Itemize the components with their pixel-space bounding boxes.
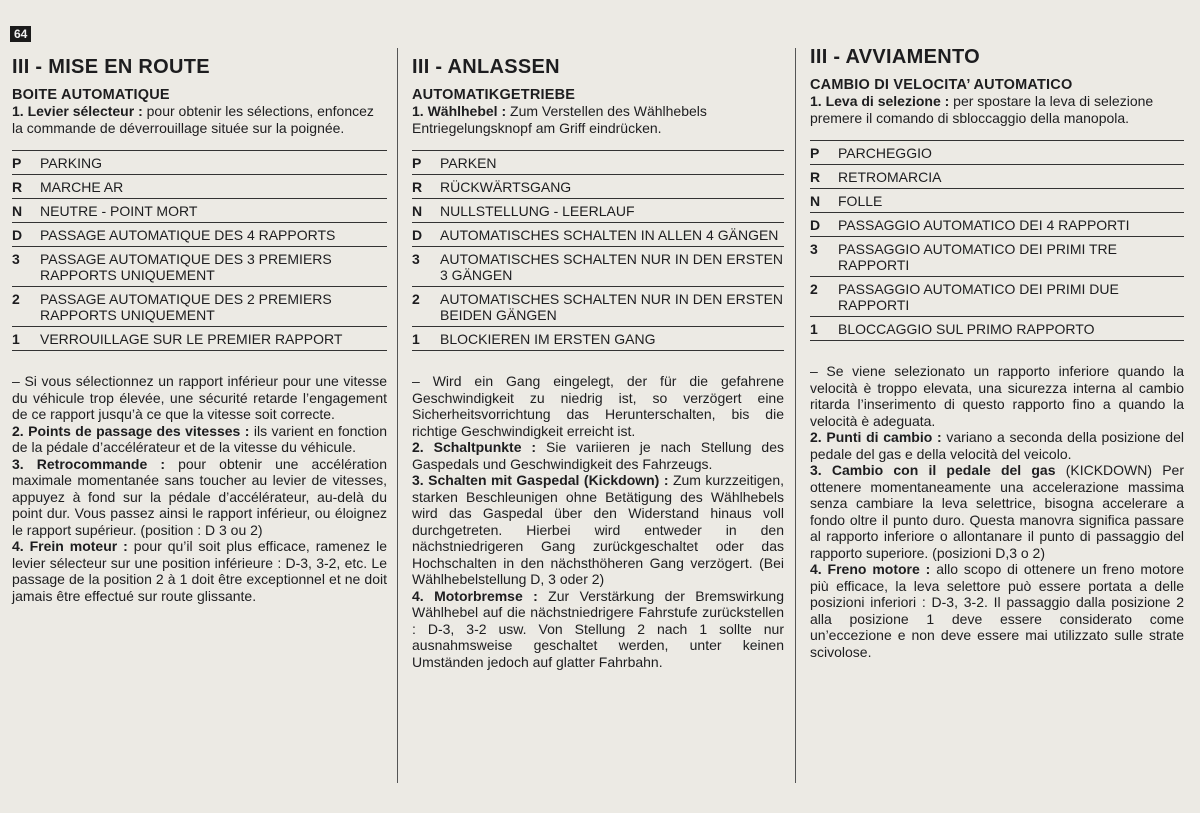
gear-row bbox=[412, 151, 784, 175]
gear-label: BLOCKIEREN IM ERSTEN GANG bbox=[440, 331, 656, 347]
gear-code: R bbox=[810, 169, 821, 185]
intro-bold: 1. Leva di selezione : bbox=[810, 93, 950, 109]
gear-code: 3 bbox=[412, 251, 420, 267]
body-text bbox=[810, 363, 1184, 660]
gear-row bbox=[12, 327, 387, 351]
gear-label: NEUTRE - POINT MORT bbox=[40, 203, 198, 219]
gear-table bbox=[810, 140, 1184, 341]
gear-code: N bbox=[810, 193, 821, 209]
gear-code: P bbox=[12, 155, 22, 171]
body-paragraph bbox=[412, 472, 784, 588]
section-subheading: AUTOMATIKGETRIEBE bbox=[412, 87, 576, 103]
section-heading: III - ANLASSEN bbox=[412, 56, 560, 78]
gear-code: D bbox=[412, 227, 423, 243]
gear-row bbox=[412, 175, 784, 199]
gear-code: 3 bbox=[12, 251, 20, 267]
paragraph-text: – Wird ein Gang eingelegt, der für die gefahrene Geschwindigkeit zu niedrig ist, so verzögert eine Sicherheitsvorrichtung das Herunterschalten, bis die richtige Geschwindigkeit erreicht ist. bbox=[412, 373, 784, 439]
gear-row bbox=[412, 247, 784, 287]
gear-row bbox=[810, 317, 1184, 341]
gear-label: PASSAGGIO AUTOMATICO DEI PRIMI TRE RAPPORTI bbox=[838, 241, 1118, 273]
paragraph-text: variano a seconda della posizione del pedale del gas e della velocità del veicolo. bbox=[810, 429, 1184, 462]
gear-label: PARKEN bbox=[440, 155, 497, 171]
gear-label: AUTOMATISCHES SCHALTEN NUR IN DEN ERSTEN BEIDEN GÄNGEN bbox=[440, 291, 784, 323]
gear-label: PASSAGE AUTOMATIQUE DES 3 PREMIERS RAPPORTS UNIQUEMENT bbox=[40, 251, 332, 283]
gear-row bbox=[412, 287, 784, 327]
paragraph-bold: 4. Freno motore : bbox=[810, 561, 931, 577]
body-paragraph bbox=[412, 588, 784, 671]
gear-code: 2 bbox=[810, 281, 818, 297]
column-divider bbox=[795, 48, 796, 783]
paragraph-bold: 3. Schalten mit Gaspedal (Kickdown) : bbox=[412, 472, 669, 488]
paragraph-bold: 4. Motorbremse : bbox=[412, 587, 538, 604]
gear-row bbox=[12, 247, 387, 287]
body-paragraph bbox=[810, 363, 1184, 429]
body-paragraph bbox=[810, 462, 1184, 561]
gear-row bbox=[810, 165, 1184, 189]
gear-row bbox=[12, 287, 387, 327]
paragraph-text: – Se viene selezionato un rapporto inferiore quando la velocità è troppo elevata, una sicurezza interna al cambio ritarda l’inserimento di questo rapporto fino a quando la velocità è adeguata. bbox=[810, 363, 1184, 429]
paragraph-text: allo scopo di ottenere un freno motore più efficace, la leva selettore può essere portata a delle posizioni inferiori : D-3, 3-2. Il passaggio dalla posizione 2 alla posizione 1 deve essere considerato come un’eccezione e non deve essere mai utilizzato sulle strate scivolose. bbox=[810, 561, 1184, 660]
column-divider bbox=[397, 48, 398, 783]
intro-bold: 1. Levier sélecteur : bbox=[12, 103, 143, 119]
paragraph-bold: 4. Frein moteur : bbox=[12, 538, 128, 554]
gear-code: 1 bbox=[810, 321, 818, 337]
gear-row bbox=[810, 213, 1184, 237]
column-french bbox=[12, 42, 387, 791]
intro-paragraph bbox=[810, 93, 1184, 126]
gear-label: BLOCCAGGIO SUL PRIMO RAPPORTO bbox=[838, 321, 1095, 337]
paragraph-text: Zum kurzzeitigen, starken Beschleunigen ohne Betätigung des Wählhebels wird das Gaspedal über den Widerstand hinaus voll durchgetreten. Hierbei wird entweder in den nächstniedrigeren Gang zurückgeschaltet oder das Hochschalten in den nächsthöheren Gang verzögert. (Bei Wählhebelstellung D, 3 oder 2) bbox=[412, 472, 785, 587]
body-paragraph bbox=[12, 538, 387, 604]
gear-code: P bbox=[810, 145, 820, 161]
intro-text: per spostare la leva di selezione premere il comando di sbloccaggio della manopola. bbox=[810, 93, 1154, 126]
section-subheading: BOITE AUTOMATIQUE bbox=[12, 87, 170, 103]
gear-table bbox=[12, 150, 387, 351]
gear-code: R bbox=[412, 179, 423, 195]
intro-text: Zum Verstellen des Wählhebels Entriegelungsknopf am Griff eindrücken. bbox=[412, 103, 707, 136]
gear-label: AUTOMATISCHES SCHALTEN IN ALLEN 4 GÄNGEN bbox=[440, 227, 779, 243]
gear-row bbox=[810, 237, 1184, 277]
gear-row bbox=[810, 277, 1184, 317]
gear-code: 2 bbox=[12, 291, 20, 307]
body-paragraph bbox=[12, 423, 387, 456]
gear-code: N bbox=[12, 203, 23, 219]
body-paragraph bbox=[12, 456, 387, 539]
gear-label: FOLLE bbox=[838, 193, 883, 209]
gear-row bbox=[12, 175, 387, 199]
intro-bold: 1. Wählhebel : bbox=[412, 103, 507, 119]
paragraph-text: Sie variieren je nach Stellung des Gaspedals und Geschwindigkeit des Fahrzeugs. bbox=[412, 439, 784, 472]
gear-code: D bbox=[810, 217, 821, 233]
gear-row bbox=[810, 189, 1184, 213]
gear-label: RÜCKWÄRTSGANG bbox=[440, 179, 572, 195]
gear-label: MARCHE AR bbox=[40, 179, 124, 195]
paragraph-text: Zur Verstärkung der Bremswirkung Wählhebel auf die nächstniedrigere Fahrstufe zurückstellen : D-3, 3-2 usw. Von Stellung 2 nach 1 sollte nur ausnahmsweise geschaltet werden, unter keinen Umständen jedoch auf glatter Fahrbahn. bbox=[412, 587, 784, 670]
gear-code: N bbox=[412, 203, 423, 219]
gear-label: NULLSTELLUNG - LEERLAUF bbox=[440, 203, 635, 219]
paragraph-bold: 3. Cambio con il pedale del gas bbox=[810, 462, 1056, 478]
body-paragraph bbox=[810, 429, 1184, 462]
gear-code: R bbox=[12, 179, 23, 195]
paragraph-bold: 3. Retrocommande : bbox=[12, 455, 165, 472]
page-number: 64 bbox=[10, 26, 31, 42]
gear-code: 3 bbox=[810, 241, 818, 257]
column-german bbox=[412, 42, 784, 791]
gear-code: 1 bbox=[412, 331, 420, 347]
gear-row bbox=[12, 223, 387, 247]
intro-text: pour obtenir les sélections, enfoncez la commande de déverrouillage située sur la poignée. bbox=[12, 103, 374, 136]
gear-table bbox=[412, 150, 784, 351]
paragraph-text: pour qu’il soit plus efficace, ramenez le levier sélecteur sur une position inférieure : D-3, 3-2, etc. Le passage de la position 2 à 1 doit être exceptionnel et ne doit jamais être effectué sur route glissante. bbox=[12, 538, 388, 604]
gear-label: PARKING bbox=[40, 155, 102, 171]
body-paragraph bbox=[412, 373, 784, 439]
gear-row bbox=[412, 199, 784, 223]
gear-label: PASSAGE AUTOMATIQUE DES 2 PREMIERS RAPPORTS UNIQUEMENT bbox=[40, 291, 332, 323]
gear-code: P bbox=[412, 155, 422, 171]
gear-label: PARCHEGGIO bbox=[838, 145, 932, 161]
section-heading: III - AVVIAMENTO bbox=[810, 46, 980, 68]
intro-paragraph bbox=[412, 103, 784, 136]
paragraph-bold: 2. Punti di cambio : bbox=[810, 429, 942, 445]
gear-label: PASSAGGIO AUTOMATICO DEI PRIMI DUE RAPPORTI bbox=[838, 281, 1119, 313]
gear-label: VERROUILLAGE SUR LE PREMIER RAPPORT bbox=[40, 331, 343, 347]
gear-code: D bbox=[12, 227, 23, 243]
gear-label: PASSAGE AUTOMATIQUE DES 4 RAPPORTS bbox=[40, 227, 336, 243]
body-paragraph bbox=[810, 561, 1184, 660]
gear-label: RETROMARCIA bbox=[838, 169, 942, 185]
gear-code: 2 bbox=[412, 291, 420, 307]
paragraph-text: ils varient en fonction de la pédale d’accélérateur et de la vitesse du véhicule. bbox=[12, 422, 387, 455]
body-paragraph bbox=[12, 373, 387, 423]
body-paragraph bbox=[412, 439, 784, 472]
intro-paragraph bbox=[12, 103, 387, 136]
body-text bbox=[12, 373, 387, 604]
paragraph-text: (KICKDOWN) Per ottenere momentaneamente una accelerazione massima senza cambiare la leva selettrice, bisogna accelerare a fondo oltre il punto duro. Questa manovra significa passare al rapporto inferiore o allontanare il punto di passaggio del rapporto superiore. (posizioni D,3 o 2) bbox=[810, 462, 1184, 561]
gear-row bbox=[12, 151, 387, 175]
gear-row bbox=[810, 141, 1184, 165]
paragraph-text: – Si vous sélectionnez un rapport inférieur pour une vitesse du véhicule trop élevée, une sécurité retarde l’engagement de ce rapport jusqu’à ce que la vitesse soit correcte. bbox=[12, 373, 387, 422]
section-subheading: CAMBIO DI VELOCITA’ AUTOMATICO bbox=[810, 77, 1073, 93]
section-heading: III - MISE EN ROUTE bbox=[12, 56, 210, 78]
gear-label: AUTOMATISCHES SCHALTEN NUR IN DEN ERSTEN 3 GÄNGEN bbox=[440, 251, 784, 283]
body-text bbox=[412, 373, 784, 670]
gear-row bbox=[12, 199, 387, 223]
gear-code: 1 bbox=[12, 331, 20, 347]
paragraph-bold: 2. Schaltpunkte : bbox=[412, 439, 537, 455]
paragraph-bold: 2. Points de passage des vitesses : bbox=[12, 422, 250, 439]
gear-label: PASSAGGIO AUTOMATICO DEI 4 RAPPORTI bbox=[838, 217, 1130, 233]
column-italian bbox=[810, 42, 1184, 791]
paragraph-text: pour obtenir une accélération maximale momentanée sans toucher au levier de vitesses, appuyez à fond sur la pédale d’accélérateur, au-delà du point dur. Vous passez ainsi le rapport inférieur, ou éloignez le rapport supérieur. (position : D 3 ou 2) bbox=[12, 455, 387, 538]
gear-row bbox=[412, 327, 784, 351]
gear-row bbox=[412, 223, 784, 247]
